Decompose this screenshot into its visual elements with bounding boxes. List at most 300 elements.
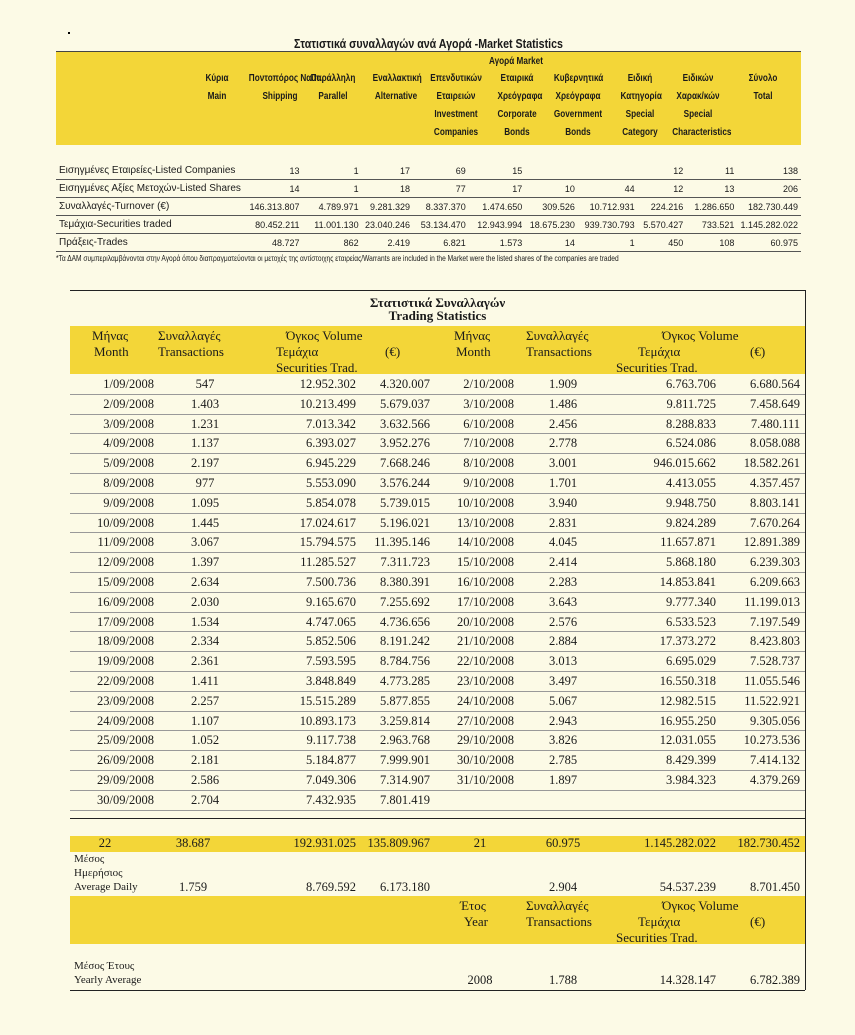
table-row [70,533,805,553]
hdr-year-gr: Έτος [460,898,486,913]
market-cell: 1 [303,180,362,198]
table-cell: 8/10/2008 [463,456,514,471]
table-cell: 17/10/2008 [457,594,514,609]
trading-title-gr: Στατιστικά Συναλλαγών [369,295,506,310]
table-cell: 10.213.499 [299,396,356,411]
table-row [70,692,805,712]
market-row-label: Πράξεις-Trades [56,234,246,252]
market-row [56,216,801,234]
market-col-header-line: Bonds [565,126,591,138]
table-row [70,454,805,474]
hdr-month-gr-left: Μήνας [92,328,129,343]
table-cell: 5.877.855 [380,693,430,708]
market-col-header-3 [373,69,420,105]
bottom-rule [70,990,805,991]
table-cell: 3.067 [190,535,220,550]
table-row [70,712,805,732]
table-cell: 2.884 [548,634,578,649]
trading-top-rule [70,290,805,291]
table-cell: 14.853.841 [659,574,716,589]
market-header-band [56,51,801,145]
avg-pieces-right: 54.537.239 [659,880,716,894]
table-cell: 26/09/2008 [97,753,154,768]
market-cell: 15 [469,162,525,180]
table-cell: 4.320.007 [380,377,430,391]
market-row [56,234,801,252]
table-cell: 24/09/2008 [97,713,154,728]
market-cell: 14 [525,234,578,252]
table-row [70,375,805,395]
table-cell: 22/09/2008 [97,673,154,688]
hdr-year-trans-gr: Συναλλαγές [526,898,589,913]
table-cell: 24/10/2008 [457,693,514,708]
hdr-year-pieces-en: Securities Trad. [616,930,698,945]
table-cell: 5.184.877 [306,753,356,768]
table-row [70,791,805,811]
table-cell: 15.794.575 [299,535,356,550]
table-cell: 29/10/2008 [457,733,514,748]
table-cell: 9.777.340 [666,594,716,609]
hdr-year-pieces-gr: Τεμάχια [638,914,681,929]
table-cell: 1/09/2008 [103,377,154,391]
table-cell: 9.811.725 [666,396,716,411]
market-col-header-line: Εταιρειών [436,90,476,102]
yearly-label-1: Μέσος Έτους [74,960,135,972]
total-pieces-right: 1.145.282.022 [644,836,716,850]
table-cell: 547 [195,377,215,391]
table-cell: 1.411 [191,673,219,688]
table-cell: 5.854.078 [306,495,356,510]
market-supertitle: Αγορά Market [489,55,543,67]
table-cell: 27/10/2008 [457,713,514,728]
table-cell: 10/09/2008 [97,515,154,530]
table-row [70,494,805,514]
table-cell: 9.117.738 [306,733,356,748]
market-col-header-line: Εναλλακτική [372,72,422,84]
table-cell: 6.763.706 [666,377,716,391]
market-cell: 23.040.246 [362,216,413,234]
table-cell: 4/09/2008 [103,436,154,451]
market-cell: 206 [737,180,801,198]
table-row [70,771,805,791]
table-cell: 2.785 [548,753,578,768]
market-col-header-2 [310,69,357,105]
table-cell: 7.528.737 [750,654,800,669]
table-cell: 30/10/2008 [457,753,514,768]
table-cell: 8.288.833 [666,416,716,431]
market-cell: 6.821 [413,234,469,252]
market-row [56,198,801,216]
table-cell: 11/09/2008 [97,535,154,550]
table-cell: 4.773.285 [380,673,430,688]
table-row [70,593,805,613]
total-days-left: 22 [98,836,112,850]
market-cell: 1 [303,162,362,180]
market-col-header-1 [248,69,322,105]
right-border [805,290,806,990]
table-cell: 12.952.302 [299,377,356,391]
table-cell: 7.480.111 [750,416,800,431]
table-cell: 2.181 [190,753,220,768]
table-cell: 5.852.506 [306,634,356,649]
market-col-header-0 [201,69,232,105]
table-cell: 23/10/2008 [457,673,514,688]
market-cell: 48.727 [246,234,302,252]
table-cell: 3.632.566 [380,416,430,431]
table-cell: 1.445 [190,515,220,530]
avg-daily-label-1: Μέσος [74,853,105,865]
market-cell: 182.730.449 [737,198,801,216]
market-cell: 733.521 [686,216,737,234]
table-row [70,415,805,435]
market-cell: 939.730.793 [578,216,638,234]
market-cell: 138 [737,162,801,180]
market-col-header-line: Corporate [497,108,537,120]
avg-trans-right: 2.904 [548,880,578,894]
market-col-header-line: Κυβερνητικά [553,72,604,84]
table-cell: 11.657.871 [660,535,716,550]
table-cell: 1.909 [548,377,578,391]
market-col-header-line: Parallel [318,90,348,102]
table-cell: 3/09/2008 [103,416,154,431]
daily-rows [70,375,805,811]
hdr-year-volume: Όγκος Volume [662,898,739,913]
table-cell: 16.955.250 [659,713,716,728]
table-cell: 10.893.173 [299,713,356,728]
table-cell: 5/09/2008 [103,456,154,471]
table-row [70,573,805,593]
table-cell: 2.334 [190,634,220,649]
table-cell: 7.311.723 [380,555,430,570]
table-cell: 20/10/2008 [457,614,514,629]
table-cell: 16/10/2008 [457,574,514,589]
table-cell: 1.397 [190,555,220,570]
market-cell: 108 [686,234,737,252]
market-cell: 11 [686,162,737,180]
table-cell: 2.414 [548,555,578,570]
trading-title [70,296,805,322]
market-col-header-line: Κύρια [205,72,229,84]
table-cell: 1.534 [190,614,220,629]
market-col-header-line: Επενδυτικών [430,72,482,84]
table-cell: 5.553.090 [306,475,356,490]
market-col-header-line: Χρεόγραφα [497,90,543,102]
market-cell: 11.001.130 [303,216,362,234]
table-cell: 15/10/2008 [457,555,514,570]
table-cell: 7.049.306 [306,772,356,787]
market-row [56,180,801,198]
table-cell: 30/09/2008 [97,792,154,807]
table-cell: 1.231 [190,416,220,431]
table-cell: 6.524.086 [666,436,716,451]
table-cell: 6.533.523 [666,614,716,629]
total-trans-right: 60.975 [545,836,581,850]
table-cell: 7.458.649 [750,396,800,411]
market-footnote: *Τα ΔΑΜ συμπεριλαμβάνονται στην Αγορά όπου διαπραγματεύονται οι μετοχές της αντίστοιχης εταιρείας/Warrants are included in the Market were the listed shares of the companies are traded [56,253,619,263]
hdr-trans-gr-left: Συναλλαγές [158,328,221,343]
market-col-header-line: Ειδική [627,72,653,84]
table-cell: 8/09/2008 [103,475,154,490]
market-col-header-8 [672,69,732,141]
table-cell: 2.197 [190,456,220,471]
table-cell: 2.943 [548,713,578,728]
market-cell: 12 [638,180,687,198]
market-cell [525,162,578,180]
table-cell: 17.024.617 [299,515,356,530]
market-cell: 13 [686,180,737,198]
hdr-trans-en-left: Transactions [158,344,224,359]
totals-rule [70,818,805,819]
table-cell: 8.423.803 [750,634,800,649]
table-row [70,434,805,454]
market-col-header-line: Εταιρικά [500,72,534,84]
table-cell: 8.784.756 [380,654,430,669]
hdr-trans-en-right: Transactions [526,344,592,359]
table-cell: 3.001 [548,456,578,471]
table-cell: 946.015.662 [653,456,716,471]
table-cell: 11.395.146 [374,535,430,550]
table-cell: 7.414.132 [750,753,800,768]
hdr-pieces-en-left: Securities Trad. [276,360,358,375]
market-col-header-line: Special [683,108,713,120]
market-cell: 5.570.427 [638,216,687,234]
market-col-header-line: Χαρακ/κών [676,90,720,102]
total-trans-left: 38.687 [175,836,211,850]
table-cell: 22/10/2008 [457,654,514,669]
table-cell: 4.413.055 [666,475,716,490]
market-row-label: Συναλλαγές-Turnover (€) [56,198,246,216]
avg-value-left: 6.173.180 [380,880,430,894]
table-cell: 7.593.595 [306,654,356,669]
totals-band [70,836,805,852]
hdr-volume-left: Όγκος Volume [286,328,363,343]
table-cell: 31/10/2008 [457,772,514,787]
market-cell: 44 [578,180,638,198]
hdr-year-trans-en: Transactions [526,914,592,929]
hdr-month-en-right: Month [456,344,491,359]
market-row-label: Εισηγμένες Εταιρείες-Listed Companies [56,162,246,180]
table-cell: 4.736.656 [380,614,430,629]
market-col-header-line: Government [553,108,603,120]
table-cell: 1.095 [190,495,220,510]
table-cell: 25/09/2008 [97,733,154,748]
table-row [70,652,805,672]
table-cell: 23/09/2008 [97,693,154,708]
table-cell: 3.013 [548,654,578,669]
market-cell: 17 [469,180,525,198]
market-cell: 13 [246,162,302,180]
table-cell: 11.285.527 [300,555,356,570]
table-cell: 8.191.242 [380,634,430,649]
table-cell: 18/09/2008 [97,634,154,649]
market-cell: 1 [578,234,638,252]
table-cell: 2/09/2008 [103,396,154,411]
table-cell: 29/09/2008 [97,772,154,787]
table-cell: 3.497 [548,673,578,688]
table-cell: 21/10/2008 [457,634,514,649]
table-cell: 11.522.921 [744,693,800,708]
market-cell: 10 [525,180,578,198]
market-col-header-line: Shipping [262,90,298,102]
market-cell: 12.943.994 [469,216,525,234]
table-cell: 11.199.013 [744,594,800,609]
yearly-trans: 1.788 [548,973,578,987]
table-cell: 1.701 [548,475,578,490]
table-cell: 2.456 [548,416,578,431]
table-cell: 2.778 [548,436,578,451]
avg-daily-label-3: Average Daily [74,881,138,893]
market-statistics-section [56,36,801,145]
table-cell: 8.803.141 [750,495,800,510]
table-cell: 14/10/2008 [457,535,514,550]
market-col-header-line: Χρεόγραφα [555,90,601,102]
hdr-month-en-left: Month [94,344,129,359]
table-cell: 17.373.272 [659,634,716,649]
table-cell: 6.209.663 [750,574,800,589]
market-col-header-7 [621,69,660,141]
table-cell: 6.680.564 [750,377,800,391]
table-cell: 8.380.391 [380,574,430,589]
table-row [70,613,805,633]
table-cell: 6.393.027 [306,436,356,451]
table-cell: 6/10/2008 [463,416,514,431]
yearly-year: 2008 [467,973,493,987]
table-cell: 1.107 [190,713,220,728]
table-row [70,474,805,494]
table-cell: 16.550.318 [659,673,716,688]
table-row [70,514,805,534]
table-cell: 8.429.399 [666,753,716,768]
market-col-header-line: Characteristics [672,126,732,138]
hdr-month-gr-right: Μήνας [454,328,491,343]
hdr-year-en: Year [464,914,488,929]
table-cell: 9/10/2008 [463,475,514,490]
table-cell: 1.897 [548,772,578,787]
table-cell: 2.283 [548,574,578,589]
trading-title-en: Trading Statistics [388,308,487,323]
table-cell: 3.984.323 [666,772,716,787]
yearly-label-2: Yearly Average [74,974,142,986]
market-cell: 10.712.931 [578,198,638,216]
table-cell: 6.695.029 [666,654,716,669]
table-cell: 7.255.692 [380,594,430,609]
table-cell: 8.058.088 [750,436,800,451]
market-col-header-line: Alternative [374,90,418,102]
market-cell: 224.216 [638,198,687,216]
yearly-header-band [70,896,805,944]
table-cell: 7.432.935 [306,792,356,807]
table-cell: 3.940 [548,495,578,510]
yearly-pieces: 14.328.147 [659,973,716,987]
table-cell: 7.500.736 [306,574,356,589]
table-cell: 7.670.264 [750,515,800,530]
table-cell: 19/09/2008 [97,654,154,669]
hdr-year-euro: (€) [750,914,766,929]
table-cell: 9/09/2008 [103,495,154,510]
table-cell: 9.824.289 [666,515,716,530]
table-cell: 4.379.269 [750,772,800,787]
market-cell: 69 [413,162,469,180]
market-col-header-line: Bonds [504,126,530,138]
market-col-header-line: Ειδικών [682,72,714,84]
table-cell: 18.582.261 [743,456,800,471]
market-cell: 18 [362,180,413,198]
hdr-volume-right: Όγκος Volume [662,328,739,343]
market-cell: 80.452.211 [246,216,302,234]
table-cell: 9.948.750 [666,495,716,510]
table-cell: 977 [195,475,215,490]
table-cell: 3.952.276 [380,436,430,451]
table-cell: 12.031.055 [659,733,716,748]
market-col-header-line: Companies [433,126,479,138]
table-row [70,731,805,751]
table-cell: 12.982.515 [659,693,716,708]
table-cell: 2.257 [190,693,220,708]
table-cell: 3.848.849 [306,673,356,688]
table-cell: 1.403 [190,396,220,411]
table-cell: 7.999.901 [380,753,430,768]
market-col-header-line: Σύνολο [748,72,778,84]
market-row-label: Τεμάχια-Securities traded [56,216,246,234]
market-cell: 309.526 [525,198,578,216]
market-col-header-line: Special [625,108,655,120]
table-cell: 2.576 [548,614,578,629]
hdr-euro-right: (€) [750,344,766,359]
market-statistics-table [56,162,801,252]
market-col-header-line: Investment [434,108,478,120]
market-cell: 53.134.470 [413,216,469,234]
avg-daily-label-2: Ημερήσιος [74,867,123,879]
hdr-pieces-gr-right: Τεμάχια [638,344,681,359]
table-row [70,395,805,415]
total-value-left: 135.809.967 [367,836,430,850]
market-cell [578,162,638,180]
market-cell: 77 [413,180,469,198]
table-cell: 7.668.246 [380,456,430,471]
market-cell: 1.145.282.022 [737,216,801,234]
market-col-header-line: Total [753,90,773,102]
table-cell: 2.361 [190,654,220,669]
table-cell: 15/09/2008 [97,574,154,589]
table-cell: 5.868.180 [666,555,716,570]
table-cell: 7.197.549 [750,614,800,629]
market-col-header-5 [497,69,543,141]
table-cell: 4.357.457 [750,475,800,490]
table-cell: 1.052 [190,733,220,748]
table-row [70,632,805,652]
market-cell: 2.419 [362,234,413,252]
table-cell: 10.273.536 [743,733,800,748]
table-cell: 2.586 [190,772,220,787]
market-col-header-9 [747,69,778,105]
table-cell: 5.067 [548,693,578,708]
table-cell: 3.576.244 [380,475,430,490]
table-cell: 2.704 [190,792,220,807]
market-cell: 8.337.370 [413,198,469,216]
table-cell: 5.739.015 [380,495,430,510]
table-row [70,553,805,573]
table-cell: 3.259.814 [380,713,430,728]
table-cell: 2.030 [190,594,220,609]
table-cell: 11.055.546 [744,673,800,688]
table-row [70,672,805,692]
market-cell: 60.975 [737,234,801,252]
table-cell: 12/09/2008 [97,555,154,570]
table-cell: 2.831 [548,515,578,530]
market-col-header-line: Main [207,90,227,102]
table-cell: 7.013.342 [306,416,356,431]
market-col-header-line: Κατηγορία [620,90,662,102]
